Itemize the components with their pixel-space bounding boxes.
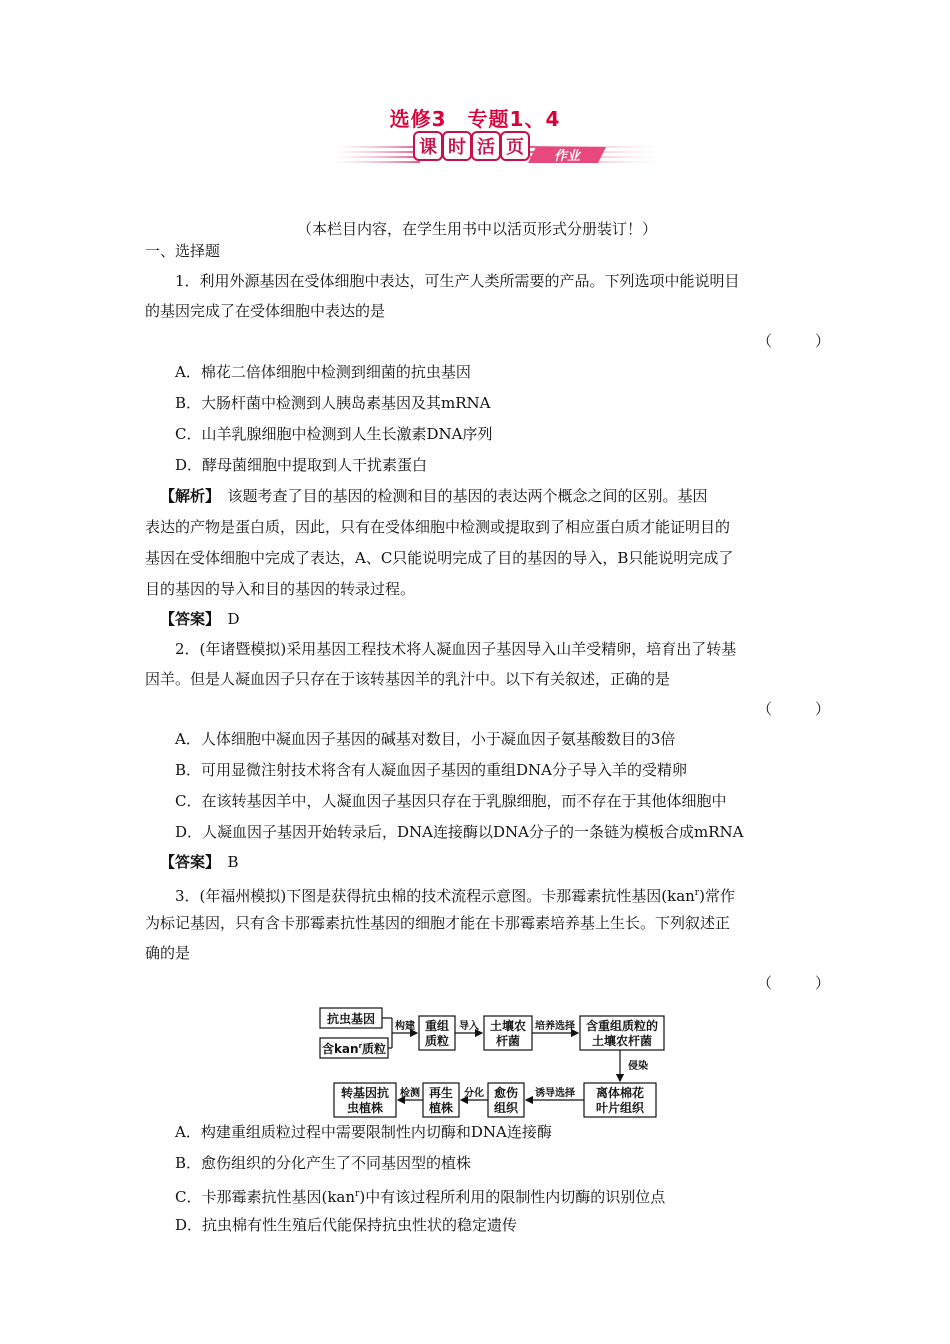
- answer-value: D: [212, 610, 240, 628]
- q3-stem-text: 3．(年福州模拟)下图是获得抗虫棉的技术流程示意图。卡那霉素抗性基因(kan: [175, 887, 695, 905]
- arrow-label: 培养选择: [535, 1021, 575, 1032]
- q1-option: D．酵母菌细胞中提取到人干扰素蛋白: [175, 456, 428, 474]
- q3-stem-text: )常作: [699, 887, 735, 905]
- arrow-label: 诱导选择: [535, 1088, 575, 1099]
- analysis-label: 【解析】: [160, 487, 213, 505]
- q1-analysis: 表达的产物是蛋白质，因此，只有在受体细胞中检测或提取到了相应蛋白质才能证明目的: [145, 518, 731, 536]
- badge-char: 时: [448, 137, 466, 158]
- q3-option: A．构建重组质粒过程中需要限制性内切酶和DNA连接酶: [175, 1123, 552, 1141]
- box-label: 组织: [493, 1101, 519, 1115]
- badge-suffix: 作业: [553, 149, 581, 164]
- option-text: )中有该过程所利用的限制性内切酶的识别位点: [359, 1188, 666, 1206]
- page-title: 选修3 专题1、4: [389, 107, 561, 131]
- badge-char: 页: [506, 137, 524, 158]
- q3-option: D．抗虫棉有性生殖后代能保持抗虫性状的稳定遗传: [175, 1216, 518, 1234]
- answer-blank: （ ）: [757, 332, 845, 350]
- q3-stem: 为标记基因，只有含卡那霉素抗性基因的细胞才能在卡那霉素培养基上生长。下列叙述正: [145, 914, 731, 932]
- superscript: r: [694, 888, 700, 898]
- box-label: 质粒: [424, 1034, 450, 1048]
- q1-option: C．山羊乳腺细胞中检测到人生长激素DNA序列: [175, 425, 493, 443]
- box-label: 含重组质粒的: [585, 1019, 659, 1033]
- box-label: 土壤农: [489, 1019, 527, 1033]
- q1-analysis: [160, 486, 708, 506]
- arrow-label: 导入: [459, 1021, 479, 1032]
- q2-option: A．人体细胞中凝血因子基因的碱基对数目，小于凝血因子氨基酸数目的3倍: [175, 730, 676, 748]
- q2-option: D．人凝血因子基因开始转录后，DNA连接酶以DNA分子的一条链为模板合成mRNA: [175, 823, 744, 841]
- answer-label: 【答案】: [160, 610, 213, 628]
- box-label: 离体棉花: [595, 1086, 645, 1100]
- box-label: 抗虫基因: [326, 1012, 376, 1026]
- box-label: 土壤农杆菌: [591, 1034, 653, 1048]
- q2-option: B．可用显微注射技术将含有人凝血因子基因的重组DNA分子导入羊的受精卵: [175, 761, 688, 779]
- q2-stem: 因羊。但是人凝血因子只存在于该转基因羊的乳汁中。以下有关叙述，正确的是: [145, 670, 671, 688]
- q1-stem: 的基因完成了在受体细胞中表达的是: [145, 302, 386, 320]
- box-label: 叶片组织: [595, 1101, 645, 1115]
- answer-value: B: [212, 853, 239, 871]
- box-label: 植株: [428, 1101, 454, 1115]
- q1-stem: 1．利用外源基因在受体细胞中表达，可生产人类所需要的产品。下列选项中能说明目: [175, 272, 740, 290]
- q1-option: A．棉花二倍体细胞中检测到细菌的抗虫基因: [175, 363, 471, 381]
- q2-answer: [160, 852, 239, 872]
- q1-answer: [160, 609, 240, 629]
- answer-blank: （ ）: [757, 974, 845, 992]
- box-label: 含kan$^r$质粒: [321, 1042, 387, 1056]
- q3-stem: 确的是: [145, 944, 191, 962]
- q1-analysis: 目的基因的导入和目的基因的转录过程。: [145, 580, 416, 598]
- arrow-label: 侵染: [628, 1061, 648, 1072]
- box-label: 转基因抗: [340, 1086, 390, 1100]
- lesson-banner: [330, 129, 660, 173]
- badge-char: 课: [419, 137, 437, 158]
- badge-char: 活: [477, 137, 495, 158]
- arrow-label: 分化: [464, 1088, 484, 1099]
- box-label: 杆菌: [495, 1034, 521, 1048]
- arrow-label: 构建: [395, 1021, 415, 1032]
- box-label: 虫植株: [346, 1101, 384, 1115]
- q2-stem: 2．(年诸暨模拟)采用基因工程技术将人凝血因子基因导入山羊受精卵，培育出了转基: [175, 640, 737, 658]
- section-heading: 一、选择题: [145, 242, 221, 260]
- answer-blank: （ ）: [757, 700, 845, 718]
- q3-option: B．愈伤组织的分化产生了不同基因型的植株: [175, 1154, 472, 1172]
- superscript: r: [355, 1189, 360, 1199]
- q2-option: C．在该转基因羊中，人凝血因子基因只存在于乳腺细胞，而不存在于其他体细胞中: [175, 792, 727, 810]
- q1-option: B．大肠杆菌中检测到人胰岛素基因及其mRNA: [175, 394, 491, 412]
- q1-analysis: 基因在受体细胞中完成了表达，A、C只能说明完成了目的基因的导入，B只能说明完成了: [145, 549, 734, 567]
- answer-label: 【答案】: [160, 853, 213, 871]
- binding-note: （本栏目内容，在学生用书中以活页形式分册装订！）: [297, 220, 658, 238]
- box-label: 愈伤: [493, 1086, 519, 1100]
- arrow-label: 检测: [400, 1088, 420, 1099]
- process-flowchart: [316, 1002, 666, 1122]
- q3-option: [175, 1184, 665, 1207]
- q3-stem: [175, 883, 735, 906]
- box-label: 再生: [428, 1086, 454, 1100]
- box-label: 重组: [424, 1019, 450, 1033]
- option-text: C．卡那霉素抗性基因(kan: [175, 1188, 356, 1206]
- analysis-text: 该题考查了目的基因的检测和目的基因的表达两个概念之间的区别。基因: [212, 487, 708, 505]
